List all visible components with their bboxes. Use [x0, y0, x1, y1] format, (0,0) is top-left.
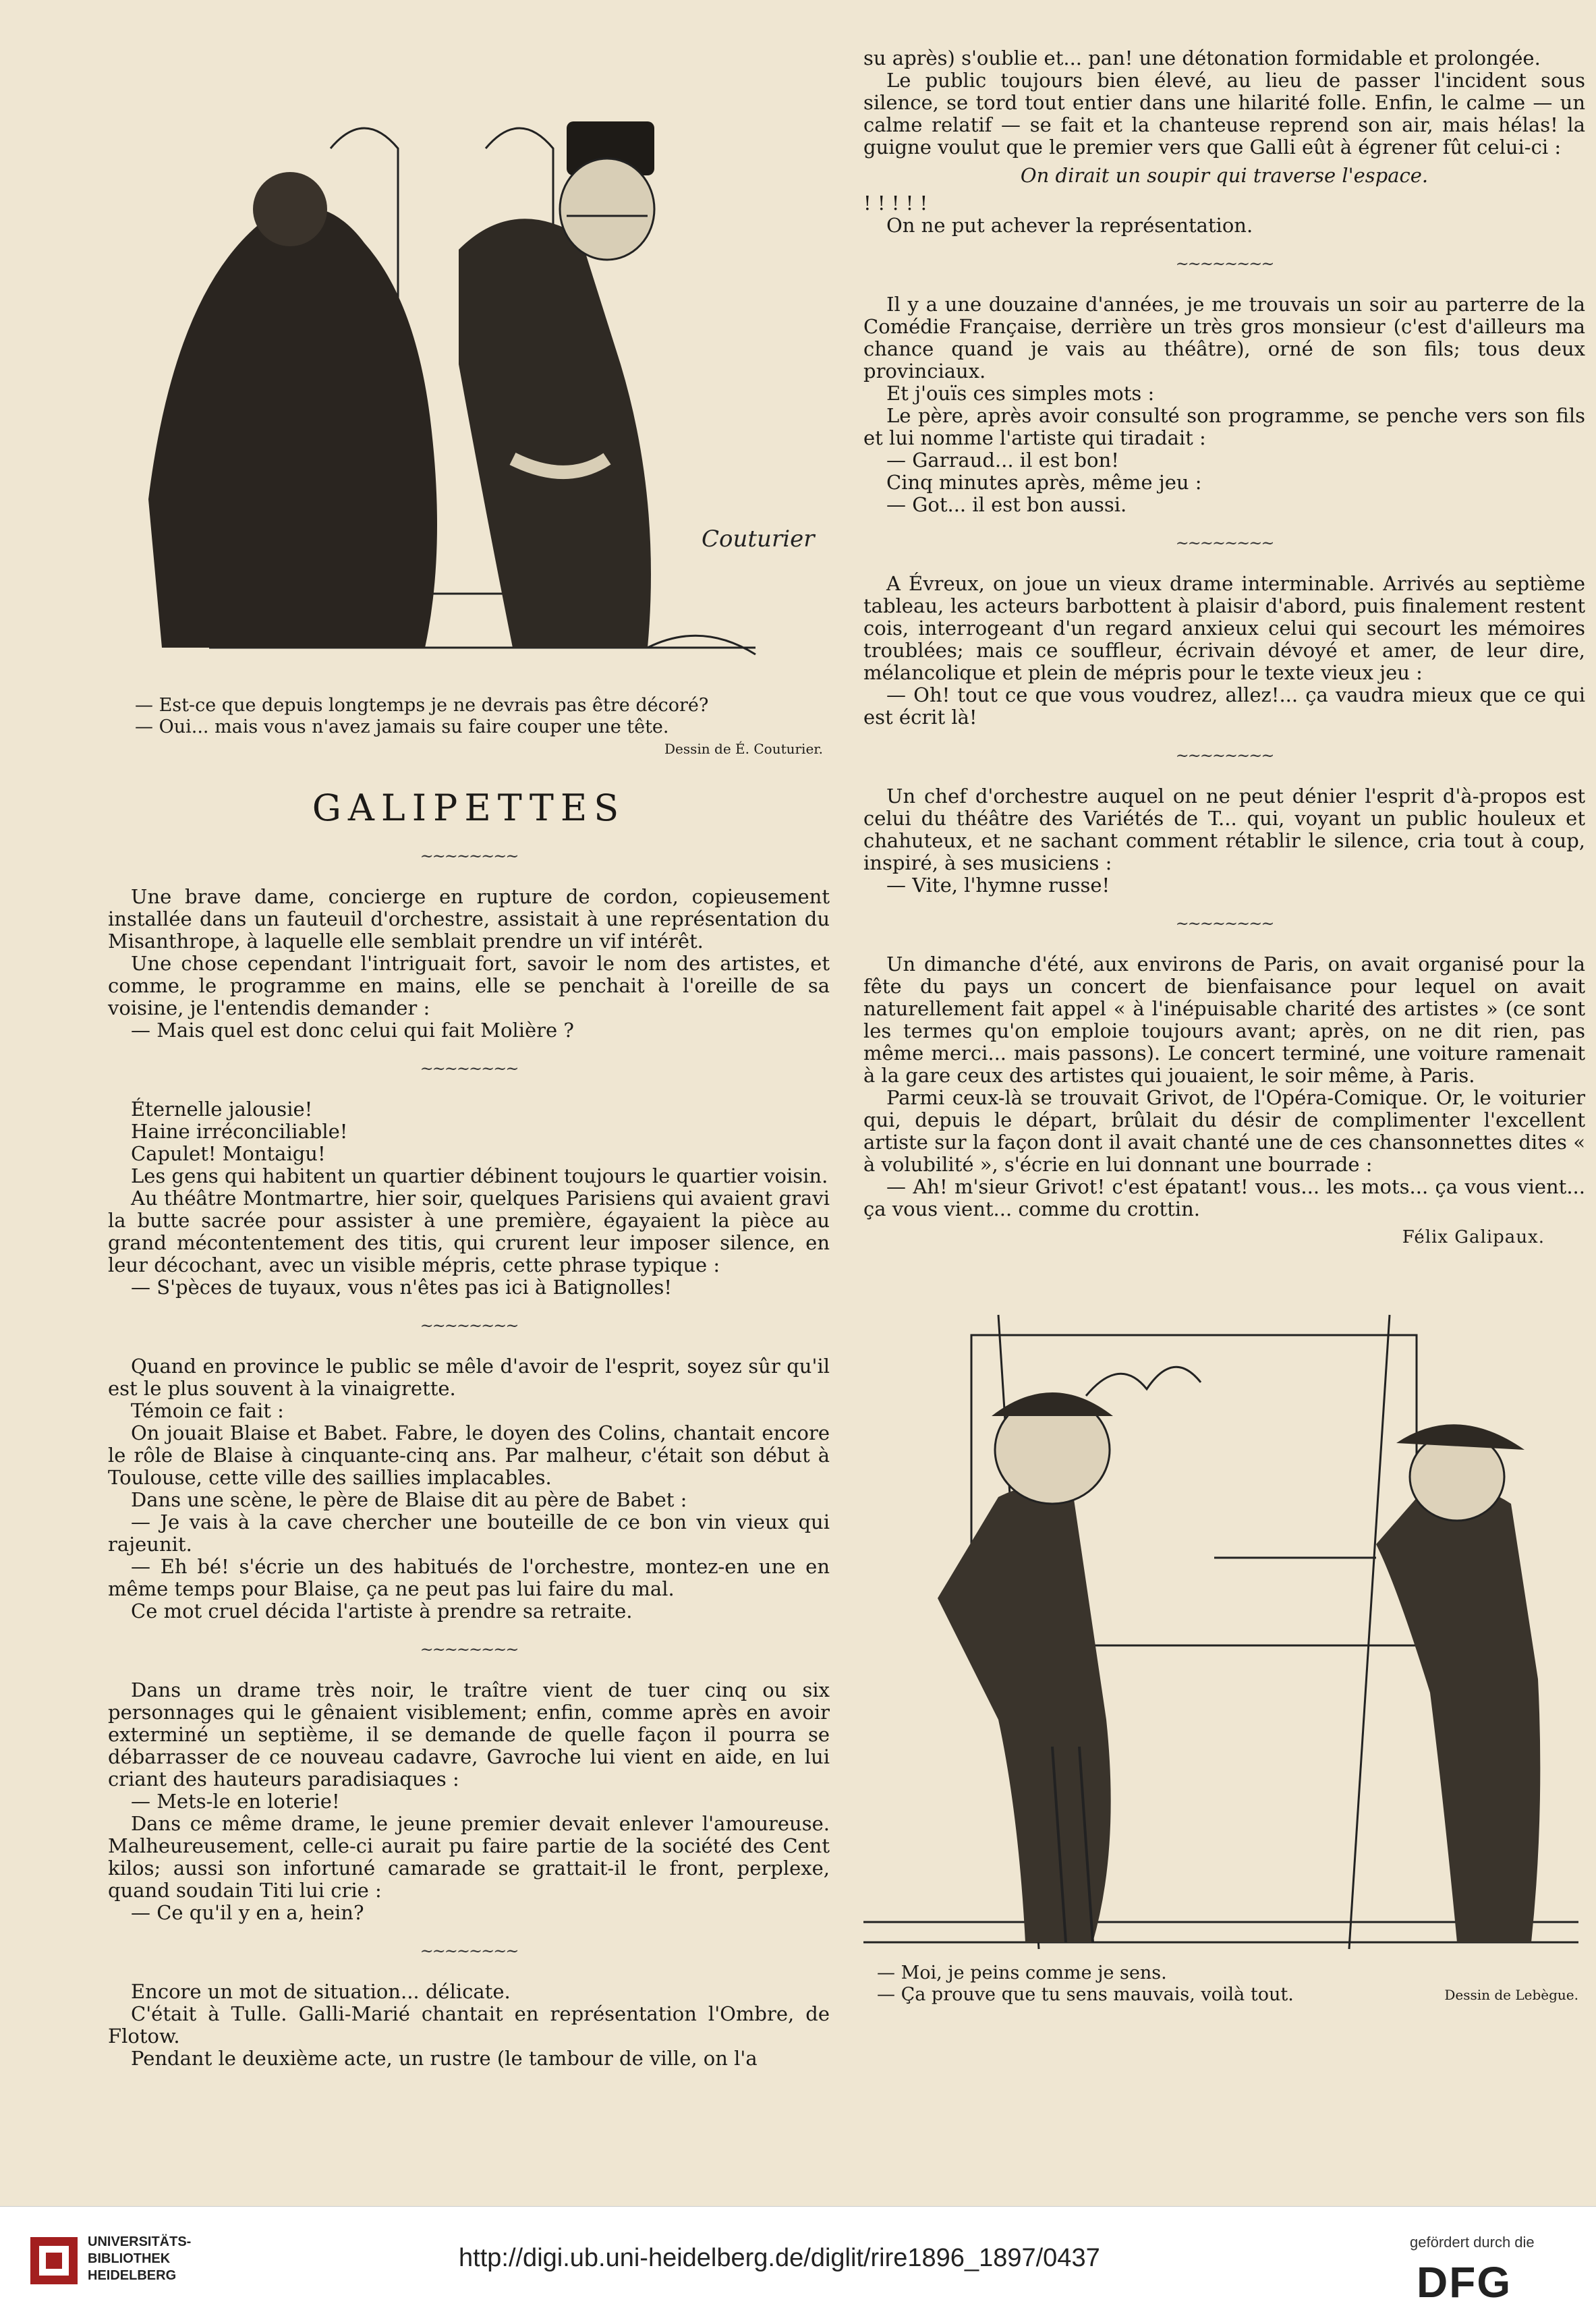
paragraph: Les gens qui habitent un quartier débinent toujours le quartier voisin. [131, 1164, 828, 1187]
top-illustration [108, 81, 830, 688]
bottom-caption-line2: — Ça prouve que tu sens mauvais, voilà tout. [877, 1984, 1294, 2005]
paragraph: Le père, après avoir consulté son programme, se penche vers son fils et lui nomme l'artiste qui tiradait : [863, 404, 1585, 449]
top-caption-credit: Dessin de É. Couturier. [664, 741, 823, 757]
paragraph: Encore un mot de situation... délicate. [131, 1980, 511, 2003]
bottom-illustration [863, 1274, 1585, 1963]
top-caption-line2: — Oui... mais vous n'avez jamais su faire couper une tête. [135, 716, 669, 737]
paragraph: On ne put achever la représentation. [886, 214, 1253, 237]
paragraph: On jouait Blaise et Babet. Fabre, le doyen des Colins, chantait encore le rôle de Blaise à cinquante-cinq ans. Par malheur, c'était son début à Toulouse, cette ville des saillies implacables. [108, 1421, 830, 1489]
left-column [108, 81, 830, 2070]
paragraph: Quand en province le public se mêle d'avoir de l'esprit, soyez sûr qu'il est le plus souvent à la vinaigrette. [108, 1355, 830, 1400]
bottom-caption-credit: Dessin de Lebègue. [1444, 1987, 1578, 2003]
bottom-caption-line1: — Moi, je peins comme je sens. [877, 1963, 1167, 1983]
separator: ~~~~~~~~ [420, 1942, 518, 1960]
top-caption [135, 695, 830, 760]
paragraph: Dans un drame très noir, le traître vient de tuer cinq ou six personnages qui le gênaient visiblement; enfin, comme après en avoir exterminé un septième, il se demande de quelle façon il pourra se débarrasser de ce nouveau cadavre, Gavroche lui vient en aide, en lui criant des hauteurs paradisiaques : [108, 1678, 830, 1790]
paragraph: — Je vais à la cave chercher une bouteille de ce bon vin vieux qui rajeunit. [108, 1511, 830, 1556]
bottom-caption [877, 1963, 1585, 2006]
paragraph: — Garraud... il est bon! [886, 449, 1119, 472]
digitization-footer [0, 2206, 1596, 2314]
dfg-logo: DFG [1417, 2258, 1512, 2307]
separator: ~~~~~~~~ [1175, 534, 1274, 553]
paragraph: C'était à Tulle. Galli-Marié chantait en représentation l'Ombre, de Flotow. [108, 2002, 830, 2048]
paragraph: Une chose cependant l'intriguait fort, savoir le nom des artistes, et comme, le programme en mains, elle se penchait à l'oreille de sa voisine, je l'entendis demander : [108, 952, 830, 1019]
paragraph: Parmi ceux-là se trouvait Grivot, de l'Opéra-Comique. Or, le voiturier qui, depuis le départ, brûlait du désir de complimenter l'excellent artiste sur la façon dont il avait chanté une de ces chansonnettes dites « à volubilité », s'écrie en lui donnant une bourrade : [863, 1086, 1585, 1176]
paragraph: — Mets-le en loterie! [131, 1790, 340, 1813]
article-left-block5 [108, 1981, 830, 2070]
paragraph: Haine irréconciliable! [131, 1120, 348, 1143]
paragraph: — Oh! tout ce que vous voudrez, allez!... ça vaudra mieux que ce qui est écrit là! [863, 683, 1585, 729]
funded-by-label: gefördert durch die [1410, 2234, 1535, 2251]
separator: ~~~~~~~~ [420, 1640, 518, 1659]
separator: ~~~~~~~~ [420, 1316, 518, 1335]
drawing-painters-scene [863, 1274, 1578, 1963]
article-right-block2 [863, 293, 1585, 516]
article-right-block3 [863, 573, 1585, 729]
paragraph: Et j'ouïs ces simples mots : [886, 382, 1155, 405]
paragraph: A Évreux, on joue un vieux drame interminable. Arrivés au septième tableau, les acteurs barbottent à plaisir d'abord, puis finalement restent cois, interrogeant d'un regard anxieux celui qui secourt les mémoires troublées; mais ce souffleur, écrivain dévoyé et amer, de leur dire, mélancolique et plein de mépris pour le texte vieux jeu : [863, 572, 1585, 684]
drawing-magistrate-scene [108, 81, 815, 688]
library-name: UNIVERSITÄTS- BIBLIOTHEK HEIDELBERG [88, 2234, 192, 2283]
paragraph: Cinq minutes après, même jeu : [886, 471, 1202, 494]
paragraph: — Ah! m'sieur Grivot! c'est épatant! vous... les mots... ça vous vient... ça vous vient... comme du crottin. [863, 1175, 1585, 1220]
svg-text:Couturier: Couturier [702, 526, 815, 553]
paragraph: — Ce qu'il y en a, hein? [131, 1901, 364, 1924]
source-url-link[interactable]: http://digi.ub.uni-heidelberg.de/diglit/rire1896_1897/0437 [459, 2244, 1100, 2272]
paragraph: Ce mot cruel décida l'artiste à prendre sa retraite. [131, 1600, 633, 1622]
separator: ~~~~~~~~ [1175, 746, 1274, 765]
article-title: GALIPETTES [312, 787, 626, 829]
article-right-block1b [863, 192, 1585, 237]
university-library-logo-icon [27, 2234, 81, 2288]
right-column [863, 47, 1585, 2006]
paragraph: — Mais quel est donc celui qui fait Molière ? [131, 1019, 574, 1042]
article-left-block2 [108, 1098, 830, 1299]
paragraph: Pendant le deuxième acte, un rustre (le tambour de ville, on l'a [131, 2047, 758, 2070]
separator: ~~~~~~~~ [1175, 914, 1274, 933]
author-signature: Félix Galipaux. [1402, 1227, 1545, 1247]
top-caption-line1: — Est-ce que depuis longtemps je ne devrais pas être décoré? [135, 695, 709, 716]
paragraph: — Got... il est bon aussi. [886, 493, 1127, 516]
article-right-block1 [863, 47, 1585, 159]
article-right-block4 [863, 785, 1585, 897]
paragraph: Il y a une douzaine d'années, je me trouvais un soir au parterre de la Comédie Française, derrière un très gros monsieur (c'est d'ailleurs ma chance quand je vais au théâtre), orné de son fils; tous deux provinciaux. [863, 293, 1585, 383]
separator: ~~~~~~~~ [420, 847, 518, 866]
verse-line: On dirait un soupir qui traverse l'espace. [1020, 164, 1429, 187]
paragraph: Éternelle jalousie! [131, 1098, 313, 1121]
paragraph: Le public toujours bien élevé, au lieu de passer l'incident sous silence, se tord tout entier dans une hilarité folle. Enfin, le calme — un calme relatif — se fait et la chanteuse reprend son air, mais hélas! la guigne voulut que le premier vers que Galli eût à égrener fût celui-ci : [863, 69, 1585, 159]
paragraph: su après) s'oublie et... pan! une détonation formidable et prolongée. [863, 47, 1541, 69]
paragraph: Témoin ce fait : [131, 1399, 284, 1422]
article-right-block5 [863, 953, 1585, 1220]
paragraph: Capulet! Montaigu! [131, 1142, 326, 1165]
paragraph: — S'pèces de tuyaux, vous n'êtes pas ici à Batignolles! [131, 1276, 673, 1299]
paragraph: Un dimanche d'été, aux environs de Paris, on avait organisé pour la fête du pays un concert de bienfaisance pour lequel on avait naturellement fait appel « à l'inépuisable charité des artistes » (ce sont les termes qu'on emploie toujours avant; après, on ne dit rien, pas même merci... mais passons). Le concert terminé, une voiture ramenait à la gare ceux des artistes qui jouaient, le soir même, à Paris. [863, 953, 1585, 1087]
article-left-block1 [108, 886, 830, 1042]
paragraph: — Vite, l'hymne russe! [886, 874, 1110, 897]
paragraph: Au théâtre Montmartre, hier soir, quelques Parisiens qui avaient gravi la butte sacrée pour assister à une première, égayaient la pièce au grand mécontentement des titis, qui crurent leur imposer silence, en leur décochant, avec un visible mépris, cette phrase typique : [108, 1187, 830, 1276]
separator: ~~~~~~~~ [420, 1059, 518, 1078]
article-left-block4 [108, 1679, 830, 1924]
paragraph: Une brave dame, concierge en rupture de cordon, copieusement installée dans un fauteuil d'orchestre, assistait à une représentation du Misanthrope, à laquelle elle semblait prendre un vif intérêt. [108, 885, 830, 953]
article-left-block3 [108, 1355, 830, 1622]
paragraph: Dans une scène, le père de Blaise dit au père de Babet : [131, 1488, 687, 1511]
paragraph: Dans ce même drame, le jeune premier devait enlever l'amoureuse. Malheureusement, celle-ci aurait pu faire partie de la société des Cent kilos; aussi son infortuné camarade se grattait-il le front, perplexe, quand soudain Titi lui crie : [108, 1812, 830, 1902]
paragraph: ! ! ! ! ! [863, 192, 928, 215]
paragraph: Un chef d'orchestre auquel on ne peut dénier l'esprit d'à-propos est celui du théâtre des Variétés de T... qui, voyant un public houleux et chahuteux, et ne sachant comment rétablir le silence, cria tout à coup, inspiré, à ses musiciens : [863, 785, 1585, 874]
separator: ~~~~~~~~ [1175, 254, 1274, 273]
paragraph: — Eh bé! s'écrie un des habitués de l'orchestre, montez-en une en même temps pour Blaise, ça ne peut pas lui faire du mal. [108, 1555, 830, 1600]
